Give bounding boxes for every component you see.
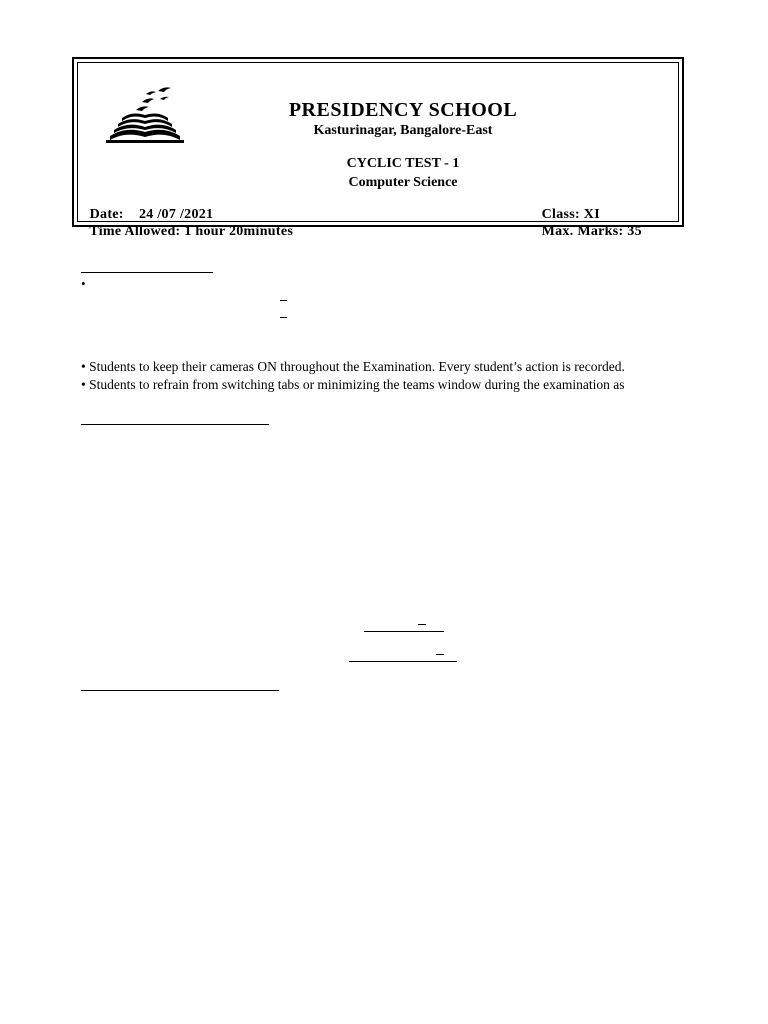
class-label: Class: bbox=[541, 207, 580, 222]
section-underline-3 bbox=[81, 690, 279, 691]
class-value: XI bbox=[583, 207, 600, 222]
dash-mark-1 bbox=[280, 300, 287, 301]
marks-value: 35 bbox=[627, 224, 642, 239]
instruction-camera: • Students to keep their cameras ON throughout the Examination. Every student’s action is recorded. bbox=[81, 359, 625, 374]
time-value: 1 hour 20minutes bbox=[184, 224, 294, 239]
school-address: Kasturinagar, Bangalore-East bbox=[313, 123, 493, 138]
marks-label: Max. Marks: bbox=[541, 224, 624, 239]
date-value: 24 /07 /2021 bbox=[138, 207, 214, 222]
section-underline-2 bbox=[81, 424, 269, 425]
dash-mark-3 bbox=[418, 624, 426, 625]
time-label: Time Allowed: bbox=[89, 224, 181, 239]
date-label: Date: bbox=[89, 207, 124, 222]
dash-mark-2 bbox=[280, 317, 287, 318]
school-name: PRESIDENCY SCHOOL bbox=[288, 99, 518, 121]
exam-title: CYCLIC TEST - 1 bbox=[346, 156, 460, 171]
bullet-marker: • bbox=[81, 276, 86, 291]
instruction-tabs: • Students to refrain from switching tabs or minimizing the teams window during the examination as bbox=[81, 377, 625, 392]
answer-underline-1 bbox=[364, 631, 444, 632]
open-book-birds-logo-icon bbox=[102, 86, 188, 144]
marks-row bbox=[534, 208, 642, 240]
subject: Computer Science bbox=[348, 175, 458, 190]
dash-mark-4 bbox=[436, 654, 444, 655]
answer-underline-2 bbox=[349, 661, 457, 662]
section-underline-1 bbox=[81, 272, 213, 273]
time-row bbox=[82, 208, 293, 240]
